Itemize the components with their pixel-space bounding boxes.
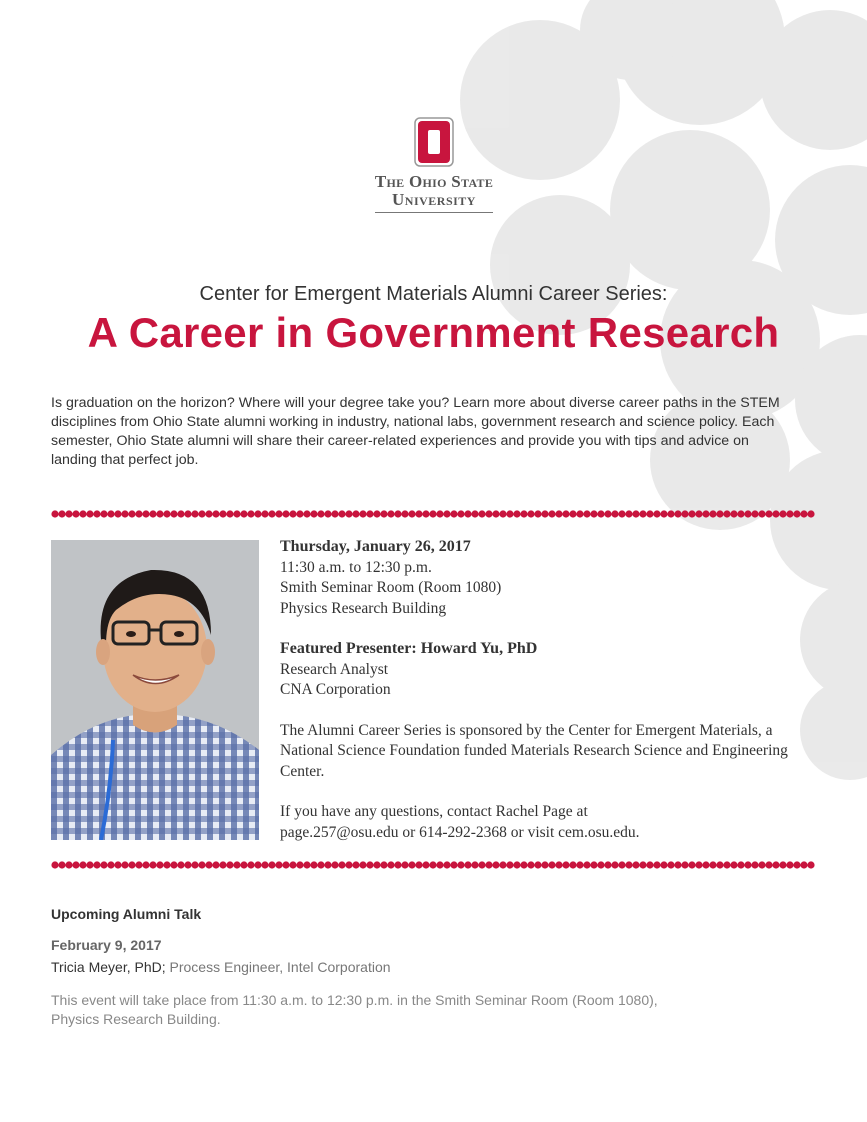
logo-line2: University [392, 190, 476, 209]
series-subtitle: Center for Emergent Materials Alumni Career Series: [199, 283, 668, 305]
contact-line2: page.257@osu.edu or 614-292-2368 or visit cem.osu.edu. [280, 823, 640, 841]
upcoming-person [51, 959, 391, 975]
logo-underline [375, 212, 493, 213]
sponsor-text: The Alumni Career Series is sponsored by the Center for Emergent Materials, a National Science Foundation funded Materials Research Science and Engineering Center. [280, 721, 788, 780]
contact-line1: If you have any questions, contact Rachel Page at [280, 803, 588, 820]
page-title: A Career in Government Research [87, 309, 780, 356]
upcoming-role: Process Engineer, Intel Corporation [165, 959, 391, 975]
divider-bottom [51, 860, 817, 870]
event-time: 11:30 a.m. to 12:30 p.m. [280, 558, 432, 576]
event-room: Smith Seminar Room (Room 1080) [280, 579, 502, 596]
university-logo [356, 117, 512, 213]
presenter-photo [51, 540, 259, 840]
logo-line1: The Ohio State [374, 172, 494, 191]
event-details [280, 537, 820, 843]
event-building: Physics Research Building [280, 599, 447, 617]
presenter-role: Research Analyst [280, 660, 389, 678]
block-o-icon [414, 117, 454, 167]
intro-paragraph: Is graduation on the horizon? Where will your degree take you? Learn more about diverse career paths in the STEM disciplines from Ohio State alumni working in industry, national labs, government research and science policy. Each semester, Ohio State alumni will share their career-related experiences and provide you with tips and advice on landing that perfect job. [51, 395, 780, 468]
presenter-company: CNA Corporation [280, 681, 391, 698]
event-date: Thursday, January 26, 2017 [280, 538, 471, 555]
upcoming-name: Tricia Meyer, PhD; [51, 959, 166, 975]
presenter-label: Featured Presenter: Howard Yu, PhD [280, 640, 538, 657]
divider-top [51, 509, 817, 519]
upcoming-note: This event will take place from 11:30 a.m. to 12:30 p.m. in the Smith Seminar Room (Room 1080), Physics Research Building. [51, 992, 658, 1027]
upcoming-date: February 9, 2017 [51, 937, 162, 953]
upcoming-heading: Upcoming Alumni Talk [51, 906, 202, 922]
